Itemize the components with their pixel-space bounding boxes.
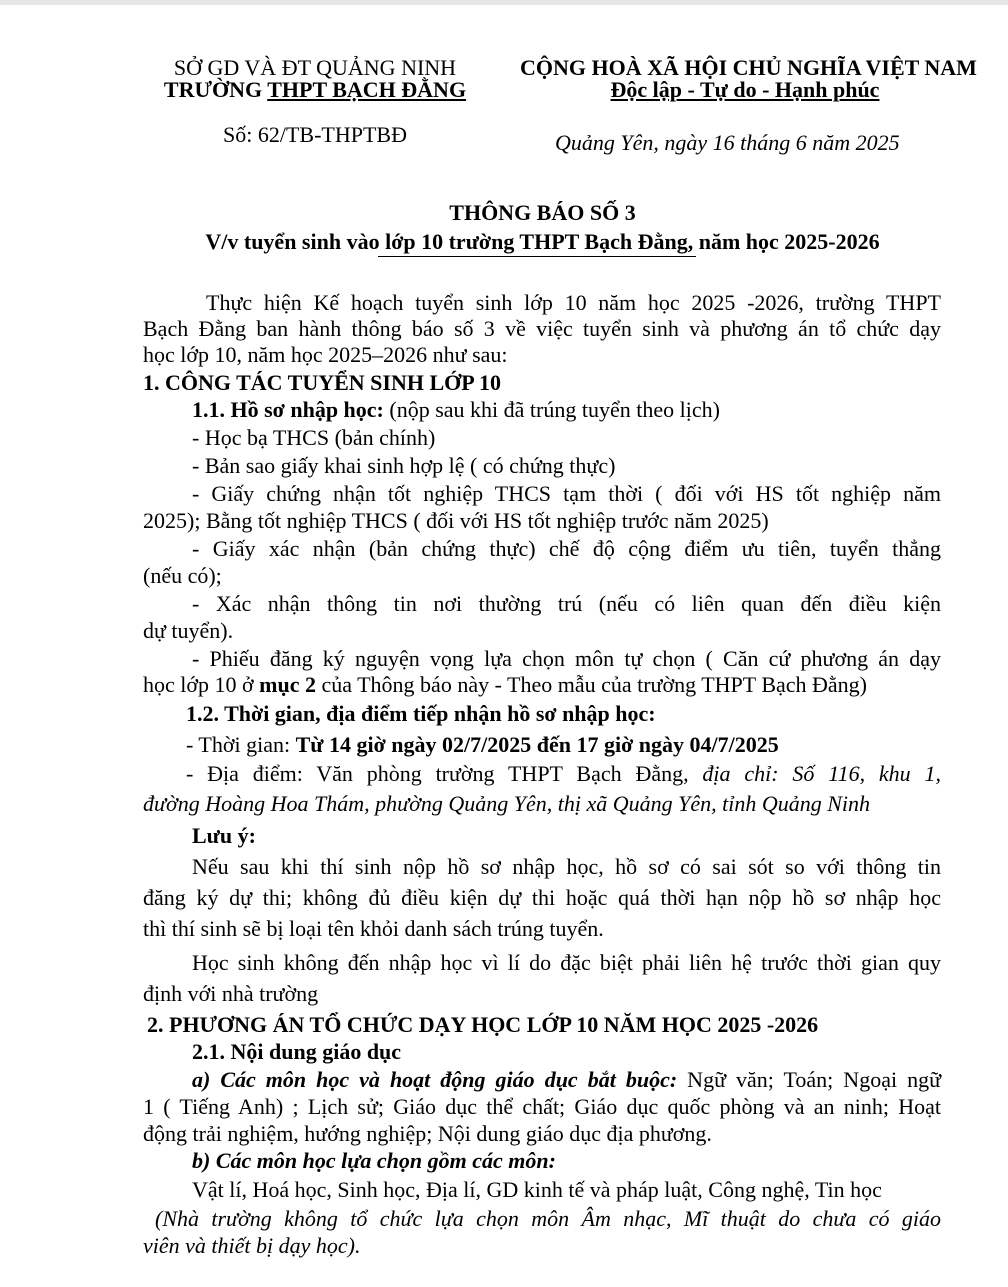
section-1-heading: 1. CÔNG TÁC TUYỂN SINH LỚP 10 xyxy=(143,370,501,395)
receiving-place: đường Hoàng Hoa Thám, phường Quảng Yên, thị xã Quảng Yên, tỉnh Quảng Ninh xyxy=(143,791,871,816)
section-1-1-heading: 1.1. Hồ sơ nhập học: (nộp sau khi đã trúng tuyển theo lịch) xyxy=(192,397,720,422)
school-name: TRƯỜNG THPT BẠCH ĐẰNG xyxy=(163,77,467,102)
intro-line: học lớp 10, năm học 2025–2026 như sau: xyxy=(143,342,508,367)
note-heading: Lưu ý: xyxy=(192,823,256,848)
national-motto: Độc lập - Tự do - Hạnh phúc xyxy=(610,77,880,102)
list-item: 2025); Bằng tốt nghiệp THCS ( đối với HS tốt nghiệp trước năm 2025) xyxy=(143,508,769,533)
list-item: - Phiếu đăng ký nguyện vọng lựa chọn môn tự chọn ( Căn cứ phương án dạy xyxy=(192,646,941,671)
note-line: Nếu sau khi thí sinh nộp hồ sơ nhập học, hồ sơ có sai sót so với thông tin xyxy=(192,854,941,879)
list-item: - Giấy xác nhận (bản chứng thực) chế độ cộng điểm ưu tiên, tuyển thẳng xyxy=(192,536,941,561)
list-item: - Xác nhận thông tin nơi thường trú (nếu có liên quan đến điều kiện xyxy=(192,591,941,616)
list-item: học lớp 10 ở mục 2 của Thông báo này - Theo mẫu của trường THPT Bạch Đằng) xyxy=(143,672,868,697)
elective-subjects-heading: b) Các môn học lựa chọn gồm các môn: xyxy=(192,1148,556,1173)
notice-title: THÔNG BÁO SỐ 3 xyxy=(449,200,636,225)
notice-subject: V/v tuyển sinh vào lớp 10 trường THPT Bạch Đằng, năm học 2025-2026 xyxy=(205,229,880,254)
note-line: đăng ký dự thi; không đủ điều kiện dự thi hoặc quá thời hạn nộp hồ sơ nhập học xyxy=(143,885,941,910)
list-item: - Giấy chứng nhận tốt nghiệp THCS tạm thời ( đối với HS tốt nghiệp năm xyxy=(192,481,941,506)
national-title: CỘNG HOÀ XÃ HỘI CHỦ NGHĨA VIỆT NAM xyxy=(520,55,977,80)
receiving-place: - Địa điểm: Văn phòng trường THPT Bạch Đằng, địa chỉ: Số 116, khu 1, xyxy=(186,761,941,786)
top-border xyxy=(0,0,1008,5)
list-item: dự tuyển). xyxy=(143,618,234,643)
document-number: Số: 62/TB-THPTBĐ xyxy=(223,122,407,147)
list-item: - Bản sao giấy khai sinh hợp lệ ( có chứng thực) xyxy=(192,453,616,478)
section-1-2-heading: 1.2. Thời gian, địa điểm tiếp nhận hồ sơ nhập học: xyxy=(186,701,656,726)
intro-line: Bạch Đằng ban hành thông báo số 3 về việc tuyển sinh và phương án tổ chức dạy xyxy=(143,316,941,341)
document-date: Quảng Yên, ngày 16 tháng 6 năm 2025 xyxy=(555,130,900,155)
elective-note: viên và thiết bị dạy học). xyxy=(143,1233,361,1258)
section-2-heading: 2. PHƯƠNG ÁN TỔ CHỨC DẠY HỌC LỚP 10 NĂM HỌC 2025 -2026 xyxy=(147,1012,819,1037)
intro-line: Thực hiện Kế hoạch tuyển sinh lớp 10 năm học 2025 -2026, trường THPT xyxy=(206,290,941,315)
ministry-name: SỞ GD VÀ ĐT QUẢNG NINH xyxy=(173,55,457,80)
compulsory-subjects: 1 ( Tiếng Anh) ; Lịch sử; Giáo dục thể chất; Giáo dục quốc phòng và an ninh; Hoạt xyxy=(143,1094,941,1119)
compulsory-subjects: a) Các môn học và hoạt động giáo dục bắt buộc: Ngữ văn; Toán; Ngoại ngữ xyxy=(192,1067,942,1092)
note-line: Học sinh không đến nhập học vì lí do đặc biệt phải liên hệ trước thời gian quy xyxy=(192,950,941,975)
compulsory-subjects: động trải nghiệm, hướng nghiệp; Nội dung giáo dục địa phương. xyxy=(143,1121,712,1146)
list-item: - Học bạ THCS (bản chính) xyxy=(192,425,436,450)
note-line: định với nhà trường xyxy=(143,981,319,1006)
list-item: (nếu có); xyxy=(143,563,222,588)
section-2-1-heading: 2.1. Nội dung giáo dục xyxy=(192,1039,402,1064)
receiving-time: - Thời gian: Từ 14 giờ ngày 02/7/2025 đến 17 giờ ngày 04/7/2025 xyxy=(186,732,779,757)
title-underline xyxy=(378,256,696,257)
elective-subjects: Vật lí, Hoá học, Sinh học, Địa lí, GD kinh tế và pháp luật, Công nghệ, Tin học xyxy=(192,1177,882,1202)
elective-note: (Nhà trường không tổ chức lựa chọn môn Âm nhạc, Mĩ thuật do chưa có giáo xyxy=(155,1206,941,1231)
note-line: thì thí sinh sẽ bị loại tên khỏi danh sách trúng tuyển. xyxy=(143,916,604,941)
